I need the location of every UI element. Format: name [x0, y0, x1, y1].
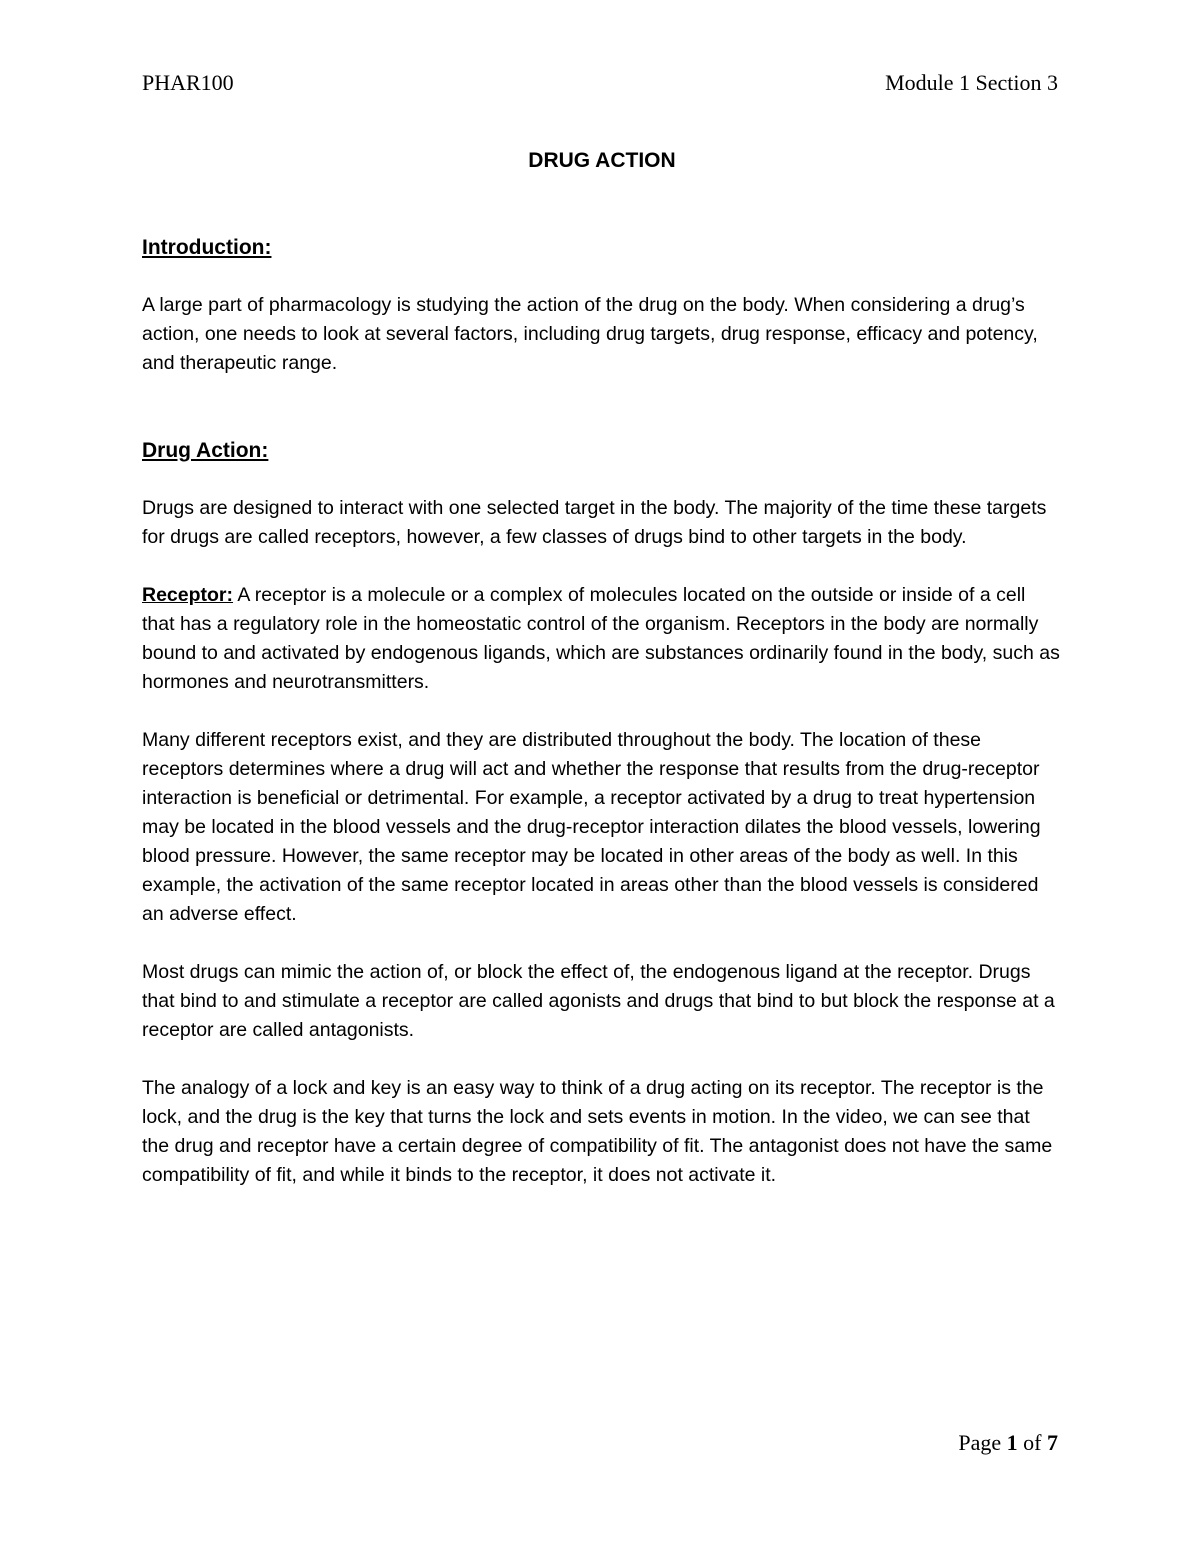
receptor-location-paragraph: Many different receptors exist, and they are distributed throughout the body. The location of these receptors determines where a drug will act and whether the response that results from the drug-receptor interaction is beneficial or detrimental. For example, a receptor activated by a drug to treat hypertension may be located in the blood vessels and the drug-receptor interaction dilates the blood vessels, lowering blood pressure. However, the same receptor may be located in other areas of the body as well. In this example, the activation of the same receptor located in areas other than the blood vessels is considered an adverse effect.	[142, 729, 1041, 925]
page-label: Page	[958, 1430, 1007, 1455]
page-current: 1	[1006, 1430, 1018, 1455]
section-heading-introduction: Introduction:	[142, 236, 272, 259]
document-body	[142, 146, 1062, 1190]
header-module: Module 1 Section 3	[885, 70, 1058, 95]
page-of: of	[1017, 1430, 1047, 1455]
header-course: PHAR100	[142, 70, 234, 95]
receptor-definition: A receptor is a molecule or a complex of molecules located on the outside or inside of a cell that has a regulatory role in the homeostatic control of the organism. Receptors in the body are normally bound to and activated by endogenous ligands, which are substances ordinarily found in the body, such as hormones and neurotransmitters.	[142, 584, 1060, 693]
lock-and-key-paragraph: The analogy of a lock and key is an easy way to think of a drug acting on its receptor. The receptor is the lock, and the drug is the key that turns the lock and sets events in motion. In the video, we can see that the drug and receptor have a certain degree of compatibility of fit. The antagonist does not have the same compatibility of fit, and while it binds to the receptor, it does not activate it.	[142, 1077, 1053, 1186]
section-heading-drug-action: Drug Action:	[142, 439, 269, 462]
introduction-paragraph: A large part of pharmacology is studying the action of the drug on the body. When considering a drug’s action, one needs to look at several factors, including drug targets, drug response, efficacy and potency, and therapeutic range.	[142, 294, 1038, 374]
page-total: 7	[1047, 1430, 1058, 1455]
receptor-term: Receptor:	[142, 584, 234, 606]
page-title: DRUG ACTION	[528, 149, 676, 172]
agonists-paragraph: Most drugs can mimic the action of, or block the effect of, the endogenous ligand at the receptor. Drugs that bind to and stimulate a receptor are called agonists and drugs that bind to but block the response at a receptor are called antagonists.	[142, 961, 1055, 1041]
drug-action-paragraph: Drugs are designed to interact with one selected target in the body. The majority of the time these targets for drugs are called receptors, however, a few classes of drugs bind to other targets in the body.	[142, 497, 1047, 548]
page-number	[958, 1430, 1058, 1456]
receptor-paragraph	[142, 581, 1062, 697]
